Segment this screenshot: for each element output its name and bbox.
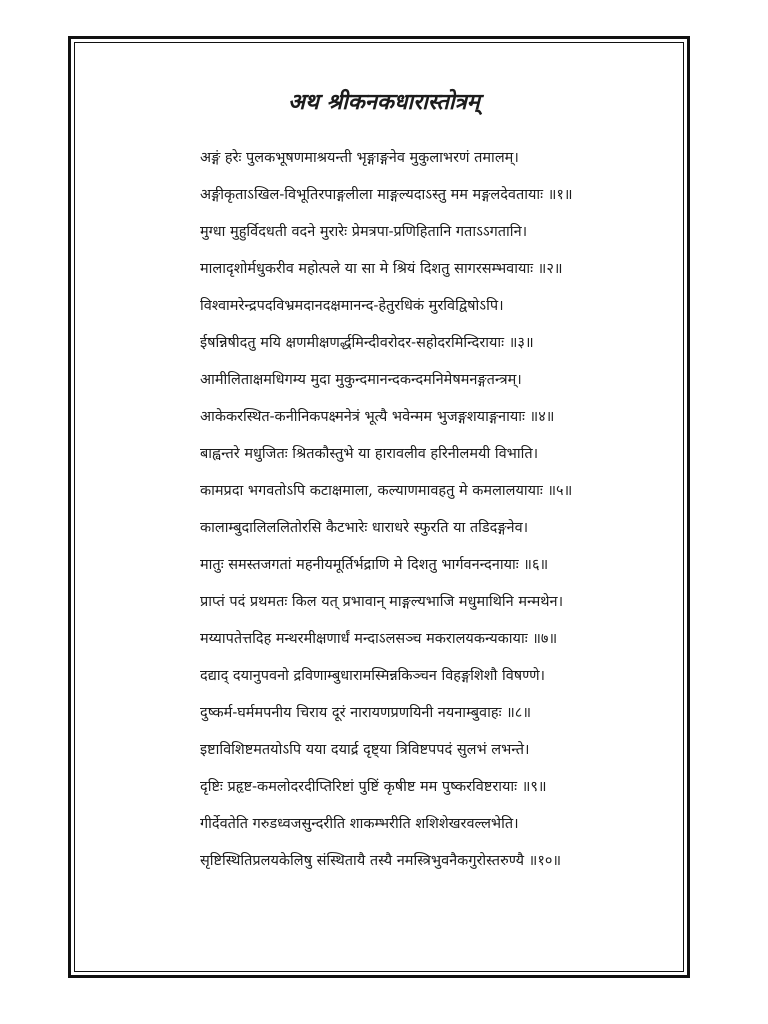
verse-1 xyxy=(200,140,670,214)
verse-5 xyxy=(200,436,670,510)
verse-3 xyxy=(200,288,670,362)
verse-line: प्राप्तं पदं प्रथमतः किल यत् प्रभावान् माङ्गल्यभाजि मधुमाथिनि मन्मथेन। xyxy=(200,594,564,610)
verse-8 xyxy=(200,658,670,732)
verse-line: इष्टाविशिष्टमतयोऽपि यया दयार्द्र दृष्ट्या त्रिविष्टपपदं सुलभं लभन्ते। xyxy=(200,742,530,758)
verse-line: आकेकरस्थित-कनीनिकपक्ष्मनेत्रं भूत्यै भवेन्मम भुजङ्गशयाङ्गनायाः ॥४॥ xyxy=(200,409,555,425)
verse-10 xyxy=(200,806,670,880)
verse-line: विश्वामरेन्द्रपदविभ्रमदानदक्षमानन्द-हेतुरधिकं मुरविद्विषोऽपि। xyxy=(200,298,504,314)
verse-6 xyxy=(200,510,670,584)
verse-line: मुग्धा मुहुर्विदधती वदने मुरारेः प्रेमत्रपा-प्रणिहितानि गताऽऽगतानि। xyxy=(200,224,528,240)
verse-2 xyxy=(200,214,670,288)
verse-line: आमीलिताक्षमधिगम्य मुदा मुकुन्दमानन्दकन्दमनिमेषमनङ्गतन्त्रम्। xyxy=(200,372,522,388)
verse-list xyxy=(200,140,670,880)
verse-line: मालादृशोर्मधुकरीव महोत्पले या सा मे श्रियं दिशतु सागरसम्भवायाः ॥२॥ xyxy=(200,261,563,277)
verse-line: कालाम्बुदालिललितोरसि कैटभारेः धाराधरे स्फुरति या तडिदङ्गनेव। xyxy=(200,520,529,536)
verse-line: बाह्वन्तरे मधुजितः श्रितकौस्तुभे या हारावलीव हरिनीलमयी विभाति। xyxy=(200,446,539,462)
verse-line: सृष्टिस्थितिप्रलयकेलिषु संस्थितायै तस्यै नमस्त्रिभुवनैकगुरोस्तरुण्यै ॥१०॥ xyxy=(200,853,562,869)
verse-4 xyxy=(200,362,670,436)
verse-line: गीर्देवतेति गरुडध्वजसुन्दरीति शाकम्भरीति शशिशेखरवल्लभेति। xyxy=(200,816,519,832)
verse-line: दद्याद् दयानुपवनो द्रविणाम्बुधारामस्मिन्नकिञ्चन विहङ्गशिशौ विषण्णे। xyxy=(200,668,546,684)
verse-line: कामप्रदा भगवतोऽपि कटाक्षमाला, कल्याणमावहतु मे कमलालयायाः ॥५॥ xyxy=(200,483,573,499)
verse-9 xyxy=(200,732,670,806)
verse-line: दृष्टिः प्रहृष्ट-कमलोदरदीप्तिरिष्टां पुष्टिं कृषीष्ट मम पुष्करविष्टरायाः ॥९॥ xyxy=(200,779,547,795)
verse-line: अङ्गीकृताऽखिल-विभूतिरपाङ्गलीला माङ्गल्यदाऽस्तु मम मङ्गलदेवतायाः ॥१॥ xyxy=(200,187,573,203)
page-title: अथ श्रीकनकधारास्तोत्रम् xyxy=(288,89,480,115)
verse-line: मातुः समस्तजगतां महनीयमूर्तिर्भद्राणि मे दिशतु भार्गवनन्दनायाः ॥६॥ xyxy=(200,557,549,573)
verse-line: अङ्गं हरेः पुलकभूषणमाश्रयन्ती भृङ्गाङ्गनेव मुकुलाभरणं तमालम्। xyxy=(200,150,519,166)
verse-line: मय्यापतेत्तदिह मन्थरमीक्षणार्धं मन्दाऽलसञ्च मकरालयकन्यकायाः ॥७॥ xyxy=(200,631,558,647)
verse-line: दुष्कर्म-घर्ममपनीय चिराय दूरं नारायणप्रणयिनी नयनाम्बुवाहः ॥८॥ xyxy=(200,705,532,721)
verse-7 xyxy=(200,584,670,658)
verse-line: ईषन्निषीदतु मयि क्षणमीक्षणर्द्धमिन्दीवरोदर-सहोदरमिन्दिरायाः ॥३॥ xyxy=(200,335,534,351)
